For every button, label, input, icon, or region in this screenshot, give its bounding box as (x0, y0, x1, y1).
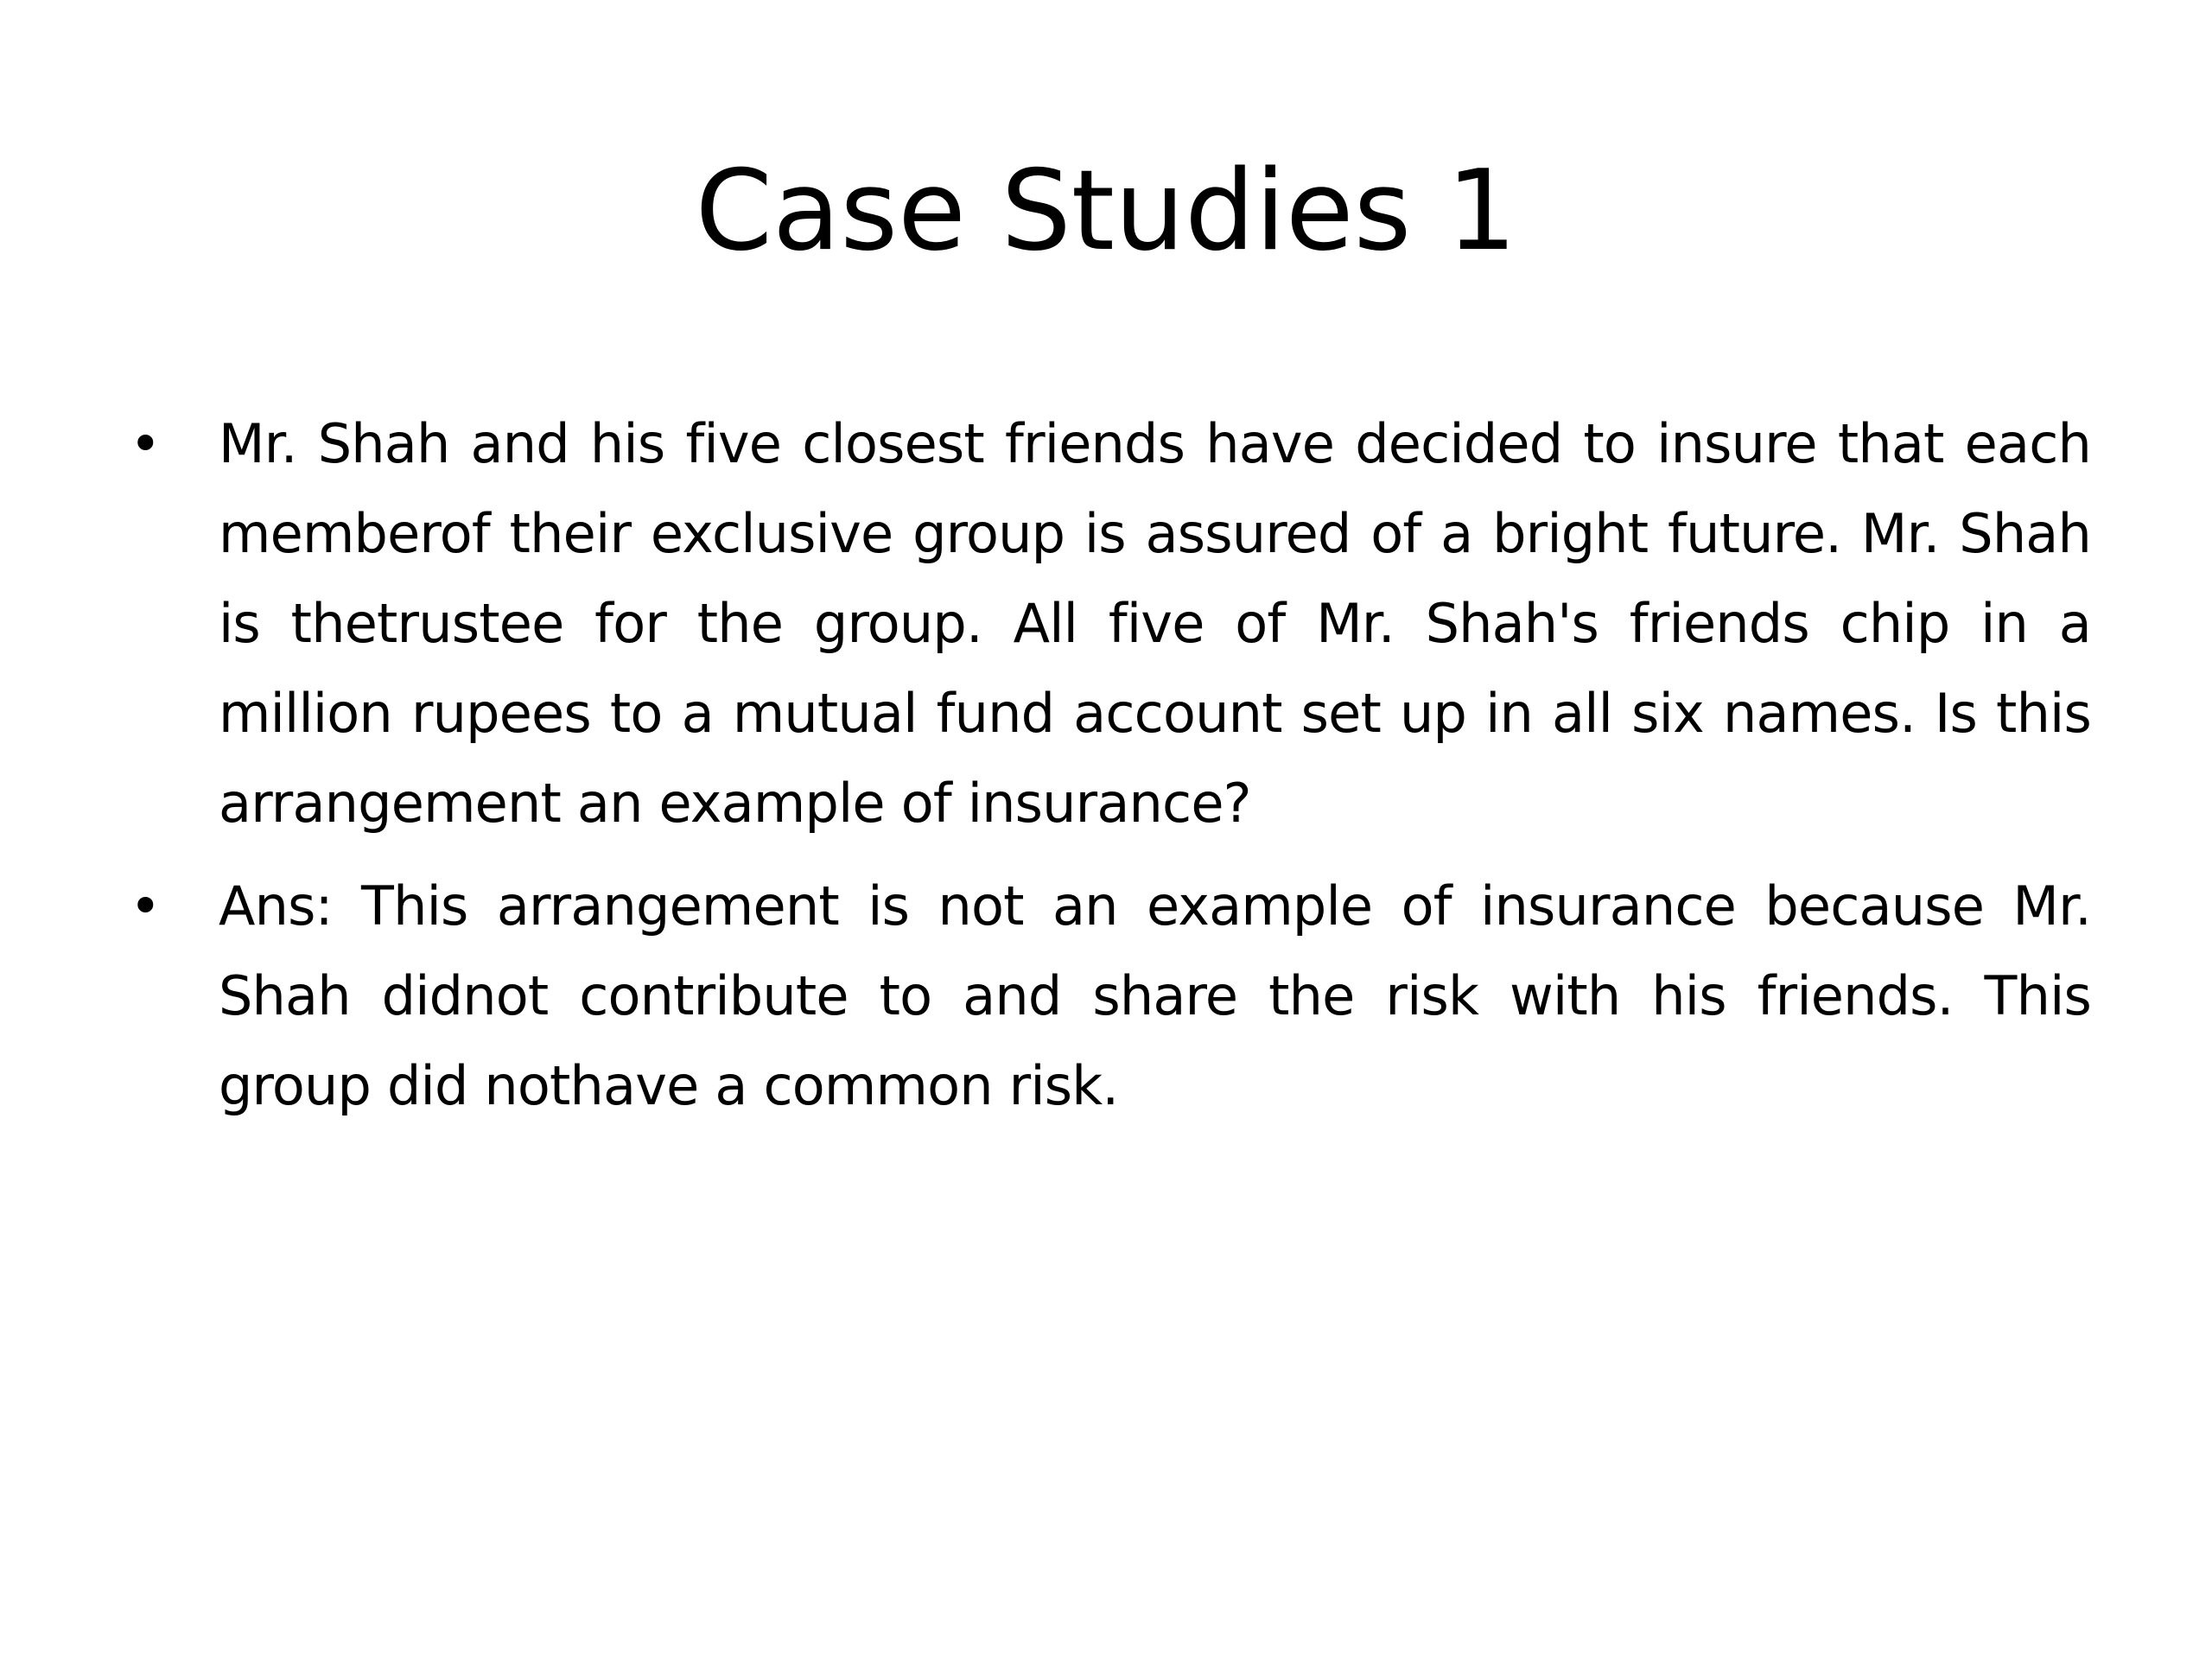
slide-title: Case Studies 1 (695, 147, 1517, 276)
bullet-icon: • (130, 412, 161, 475)
bullet-list (130, 399, 2091, 1144)
bullet-text-question: Mr. Shah and his five closest friends have decided to insure that each memberof their exclusive group is assured of a bright future. Mr. Shah is thetrustee for the group. All five of Mr. Shah's friends chip in a million rupees to a mutual fund account set up in all six names. Is this arrangement an example of insurance? (219, 412, 2091, 835)
bullet-text-answer: Ans: This arrangement is not an example of insurance because Mr. Shah didnot contribute to and share the risk with his friends. This group did nothave a common risk. (219, 874, 2091, 1117)
bullet-icon: • (130, 874, 161, 938)
bullet-item-question (130, 399, 2091, 849)
bullet-item-answer (130, 861, 2091, 1131)
